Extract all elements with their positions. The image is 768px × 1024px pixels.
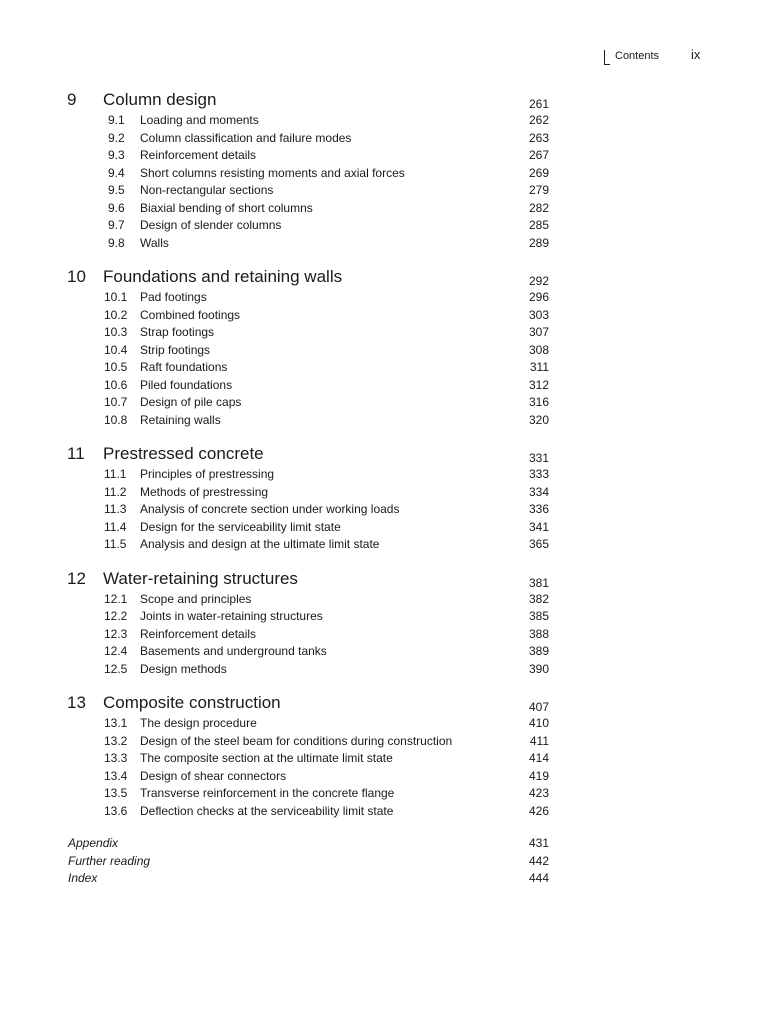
section-number: 10.2 — [104, 307, 128, 322]
chapter-heading — [67, 90, 549, 112]
chapter-page: 407 — [528, 700, 549, 714]
section-row — [67, 501, 549, 519]
chapter-block — [67, 90, 549, 252]
section-page: 390 — [528, 661, 549, 676]
section-title: Reinforcement details — [140, 626, 257, 641]
section-title: Reinforcement details — [140, 148, 257, 162]
section-number: 11.5 — [104, 537, 127, 551]
section-row — [67, 768, 549, 786]
section-row — [67, 289, 549, 307]
section-page: 308 — [528, 342, 549, 357]
section-title: Design of shear connectors — [140, 768, 287, 783]
chapter-number: 11 — [67, 444, 85, 463]
section-row — [67, 733, 549, 751]
back-matter-page: 442 — [528, 853, 549, 868]
section-page: 385 — [528, 609, 549, 623]
section-title: Non-rectangular sections — [140, 183, 274, 197]
section-title: The design procedure — [140, 716, 257, 730]
section-title: Analysis and design at the ultimate limit state — [140, 537, 380, 551]
section-row — [67, 182, 549, 200]
chapter-number: 12 — [67, 568, 86, 588]
section-page: 312 — [528, 377, 549, 392]
chapter-page: 292 — [528, 274, 549, 288]
section-title: Pad footings — [140, 290, 207, 304]
section-row — [67, 626, 549, 644]
section-title: Short columns resisting moments and axial forces — [140, 165, 405, 180]
section-page: 382 — [528, 591, 549, 606]
chapter-heading — [67, 267, 549, 289]
section-number: 11.1 — [104, 467, 127, 481]
section-number: 9.6 — [108, 200, 125, 215]
back-matter-row — [67, 870, 549, 888]
section-title: Principles of prestressing — [140, 467, 275, 481]
section-page: 336 — [528, 502, 549, 516]
chapter-title: Prestressed concrete — [103, 444, 264, 463]
section-title: Column classification and failure modes — [140, 130, 352, 145]
section-number: 11.3 — [104, 502, 127, 516]
section-row — [67, 147, 549, 165]
section-number: 10.1 — [104, 290, 128, 304]
section-row — [67, 785, 549, 803]
chapter-title: Foundations and retaining walls — [103, 267, 343, 286]
chapter-number: 9 — [67, 90, 77, 109]
section-title: Analysis of concrete section under working loads — [140, 502, 400, 516]
table-of-contents — [67, 90, 549, 888]
section-page: 333 — [528, 467, 549, 481]
section-row — [67, 661, 549, 679]
section-row — [67, 643, 549, 661]
section-row — [67, 235, 549, 253]
section-number: 10.7 — [104, 395, 128, 409]
chapter-page: 331 — [528, 451, 549, 465]
chapter-page: 381 — [528, 575, 549, 590]
chapter-title: Water-retaining structures — [103, 568, 298, 588]
section-number: 13.5 — [104, 786, 128, 800]
section-page: 426 — [528, 803, 549, 818]
section-title: Walls — [140, 235, 169, 250]
section-row — [67, 217, 549, 235]
back-matter-title: Appendix — [68, 836, 119, 850]
back-matter-row — [67, 835, 549, 853]
section-row — [67, 750, 549, 768]
section-number: 13.6 — [104, 803, 128, 818]
section-number: 9.5 — [108, 183, 125, 197]
section-page: 303 — [528, 307, 549, 322]
section-number: 12.4 — [104, 644, 128, 658]
chapter-block — [67, 569, 549, 679]
section-row — [67, 165, 549, 183]
section-row — [67, 307, 549, 325]
section-number: 12.3 — [104, 626, 128, 641]
section-row — [67, 412, 549, 430]
section-page: 307 — [528, 325, 549, 339]
section-number: 12.5 — [104, 661, 128, 676]
section-page: 419 — [528, 768, 549, 783]
section-number: 12.2 — [104, 609, 128, 623]
section-row — [67, 112, 549, 130]
section-title: Design of slender columns — [140, 218, 282, 232]
section-page: 262 — [528, 113, 549, 127]
section-title: Strap footings — [140, 325, 215, 339]
section-number: 10.3 — [104, 325, 128, 339]
section-page: 411 — [529, 733, 549, 748]
chapter-title: Composite construction — [103, 693, 281, 712]
chapter-heading — [67, 693, 549, 715]
section-row — [67, 466, 549, 484]
section-page: 285 — [528, 218, 549, 232]
chapter-number: 13 — [67, 693, 86, 712]
section-page: 410 — [528, 716, 549, 730]
section-number: 10.8 — [104, 412, 128, 427]
section-row — [67, 803, 549, 821]
section-number: 9.7 — [108, 218, 125, 232]
section-number: 11.2 — [104, 484, 127, 499]
section-number: 9.2 — [108, 130, 125, 145]
section-number: 13.4 — [104, 768, 128, 783]
section-title: Methods of prestressing — [140, 484, 269, 499]
section-title: Retaining walls — [140, 412, 221, 427]
section-page: 263 — [528, 130, 549, 145]
section-title: Scope and principles — [140, 591, 252, 606]
section-title: Piled foundations — [140, 377, 233, 392]
section-row — [67, 130, 549, 148]
section-page: 414 — [528, 751, 549, 765]
section-number: 13.1 — [104, 716, 128, 730]
section-title: Biaxial bending of short columns — [140, 200, 313, 215]
section-number: 9.8 — [108, 235, 125, 250]
section-row — [67, 342, 549, 360]
section-number: 9.1 — [108, 113, 125, 127]
section-number: 11.4 — [104, 519, 127, 534]
section-row — [67, 394, 549, 412]
back-matter-title: Index — [68, 871, 98, 885]
section-page: 320 — [528, 412, 549, 427]
section-page: 341 — [528, 519, 549, 534]
section-row — [67, 608, 549, 626]
running-head-label: Contents — [615, 50, 660, 62]
back-matter-page: 444 — [528, 871, 549, 885]
section-title: Combined footings — [140, 307, 241, 322]
section-page: 279 — [528, 183, 549, 197]
section-title: Joints in water-retaining structures — [140, 609, 323, 623]
chapter-number: 10 — [67, 267, 86, 286]
section-page: 389 — [528, 644, 549, 658]
back-matter — [67, 835, 549, 888]
section-title: The composite section at the ultimate limit state — [140, 751, 393, 765]
section-row — [67, 484, 549, 502]
section-number: 9.4 — [108, 165, 125, 180]
section-page: 423 — [528, 786, 549, 800]
chapter-heading — [67, 569, 549, 591]
section-title: Raft foundations — [140, 360, 228, 374]
back-matter-row — [67, 853, 549, 871]
section-title: Strip footings — [140, 342, 211, 357]
section-page: 388 — [528, 626, 549, 641]
section-title: Basements and underground tanks — [140, 644, 327, 658]
back-matter-page: 431 — [528, 836, 549, 850]
chapter-block — [67, 267, 549, 429]
section-page: 296 — [528, 290, 549, 304]
section-row — [67, 536, 549, 554]
chapter-page: 261 — [528, 97, 549, 111]
section-page: 316 — [528, 395, 549, 409]
section-title: Design methods — [140, 661, 227, 676]
section-page: 311 — [529, 360, 549, 374]
section-page: 267 — [528, 148, 549, 162]
section-page: 365 — [528, 537, 549, 551]
section-title: Design of pile caps — [140, 395, 242, 409]
running-head-bracket — [604, 50, 610, 65]
chapter-block — [67, 444, 549, 554]
section-title: Loading and moments — [140, 113, 259, 127]
section-row — [67, 377, 549, 395]
section-number: 9.3 — [108, 148, 125, 162]
back-matter-title: Further reading — [68, 853, 151, 868]
section-row — [67, 715, 549, 733]
section-number: 10.4 — [104, 342, 128, 357]
section-page: 289 — [528, 235, 549, 250]
running-head — [604, 48, 700, 65]
section-row — [67, 359, 549, 377]
section-number: 10.5 — [104, 360, 128, 374]
section-title: Deflection checks at the serviceability limit state — [140, 803, 394, 818]
chapter-heading — [67, 444, 549, 466]
section-row — [67, 591, 549, 609]
section-page: 269 — [528, 165, 549, 180]
section-page: 282 — [528, 200, 549, 215]
section-row — [67, 324, 549, 342]
chapter-title: Column design — [103, 90, 217, 109]
chapter-block — [67, 693, 549, 820]
section-row — [67, 519, 549, 537]
section-page: 334 — [528, 484, 549, 499]
folio-page-number: ix — [691, 47, 701, 62]
section-number: 13.3 — [104, 751, 128, 765]
section-title: Design of the steel beam for conditions during construction — [140, 733, 453, 748]
section-number: 13.2 — [104, 733, 128, 748]
section-row — [67, 200, 549, 218]
section-title: Design for the serviceability limit state — [140, 519, 341, 534]
section-number: 12.1 — [104, 591, 128, 606]
section-title: Transverse reinforcement in the concrete flange — [140, 786, 395, 800]
section-number: 10.6 — [104, 377, 128, 392]
